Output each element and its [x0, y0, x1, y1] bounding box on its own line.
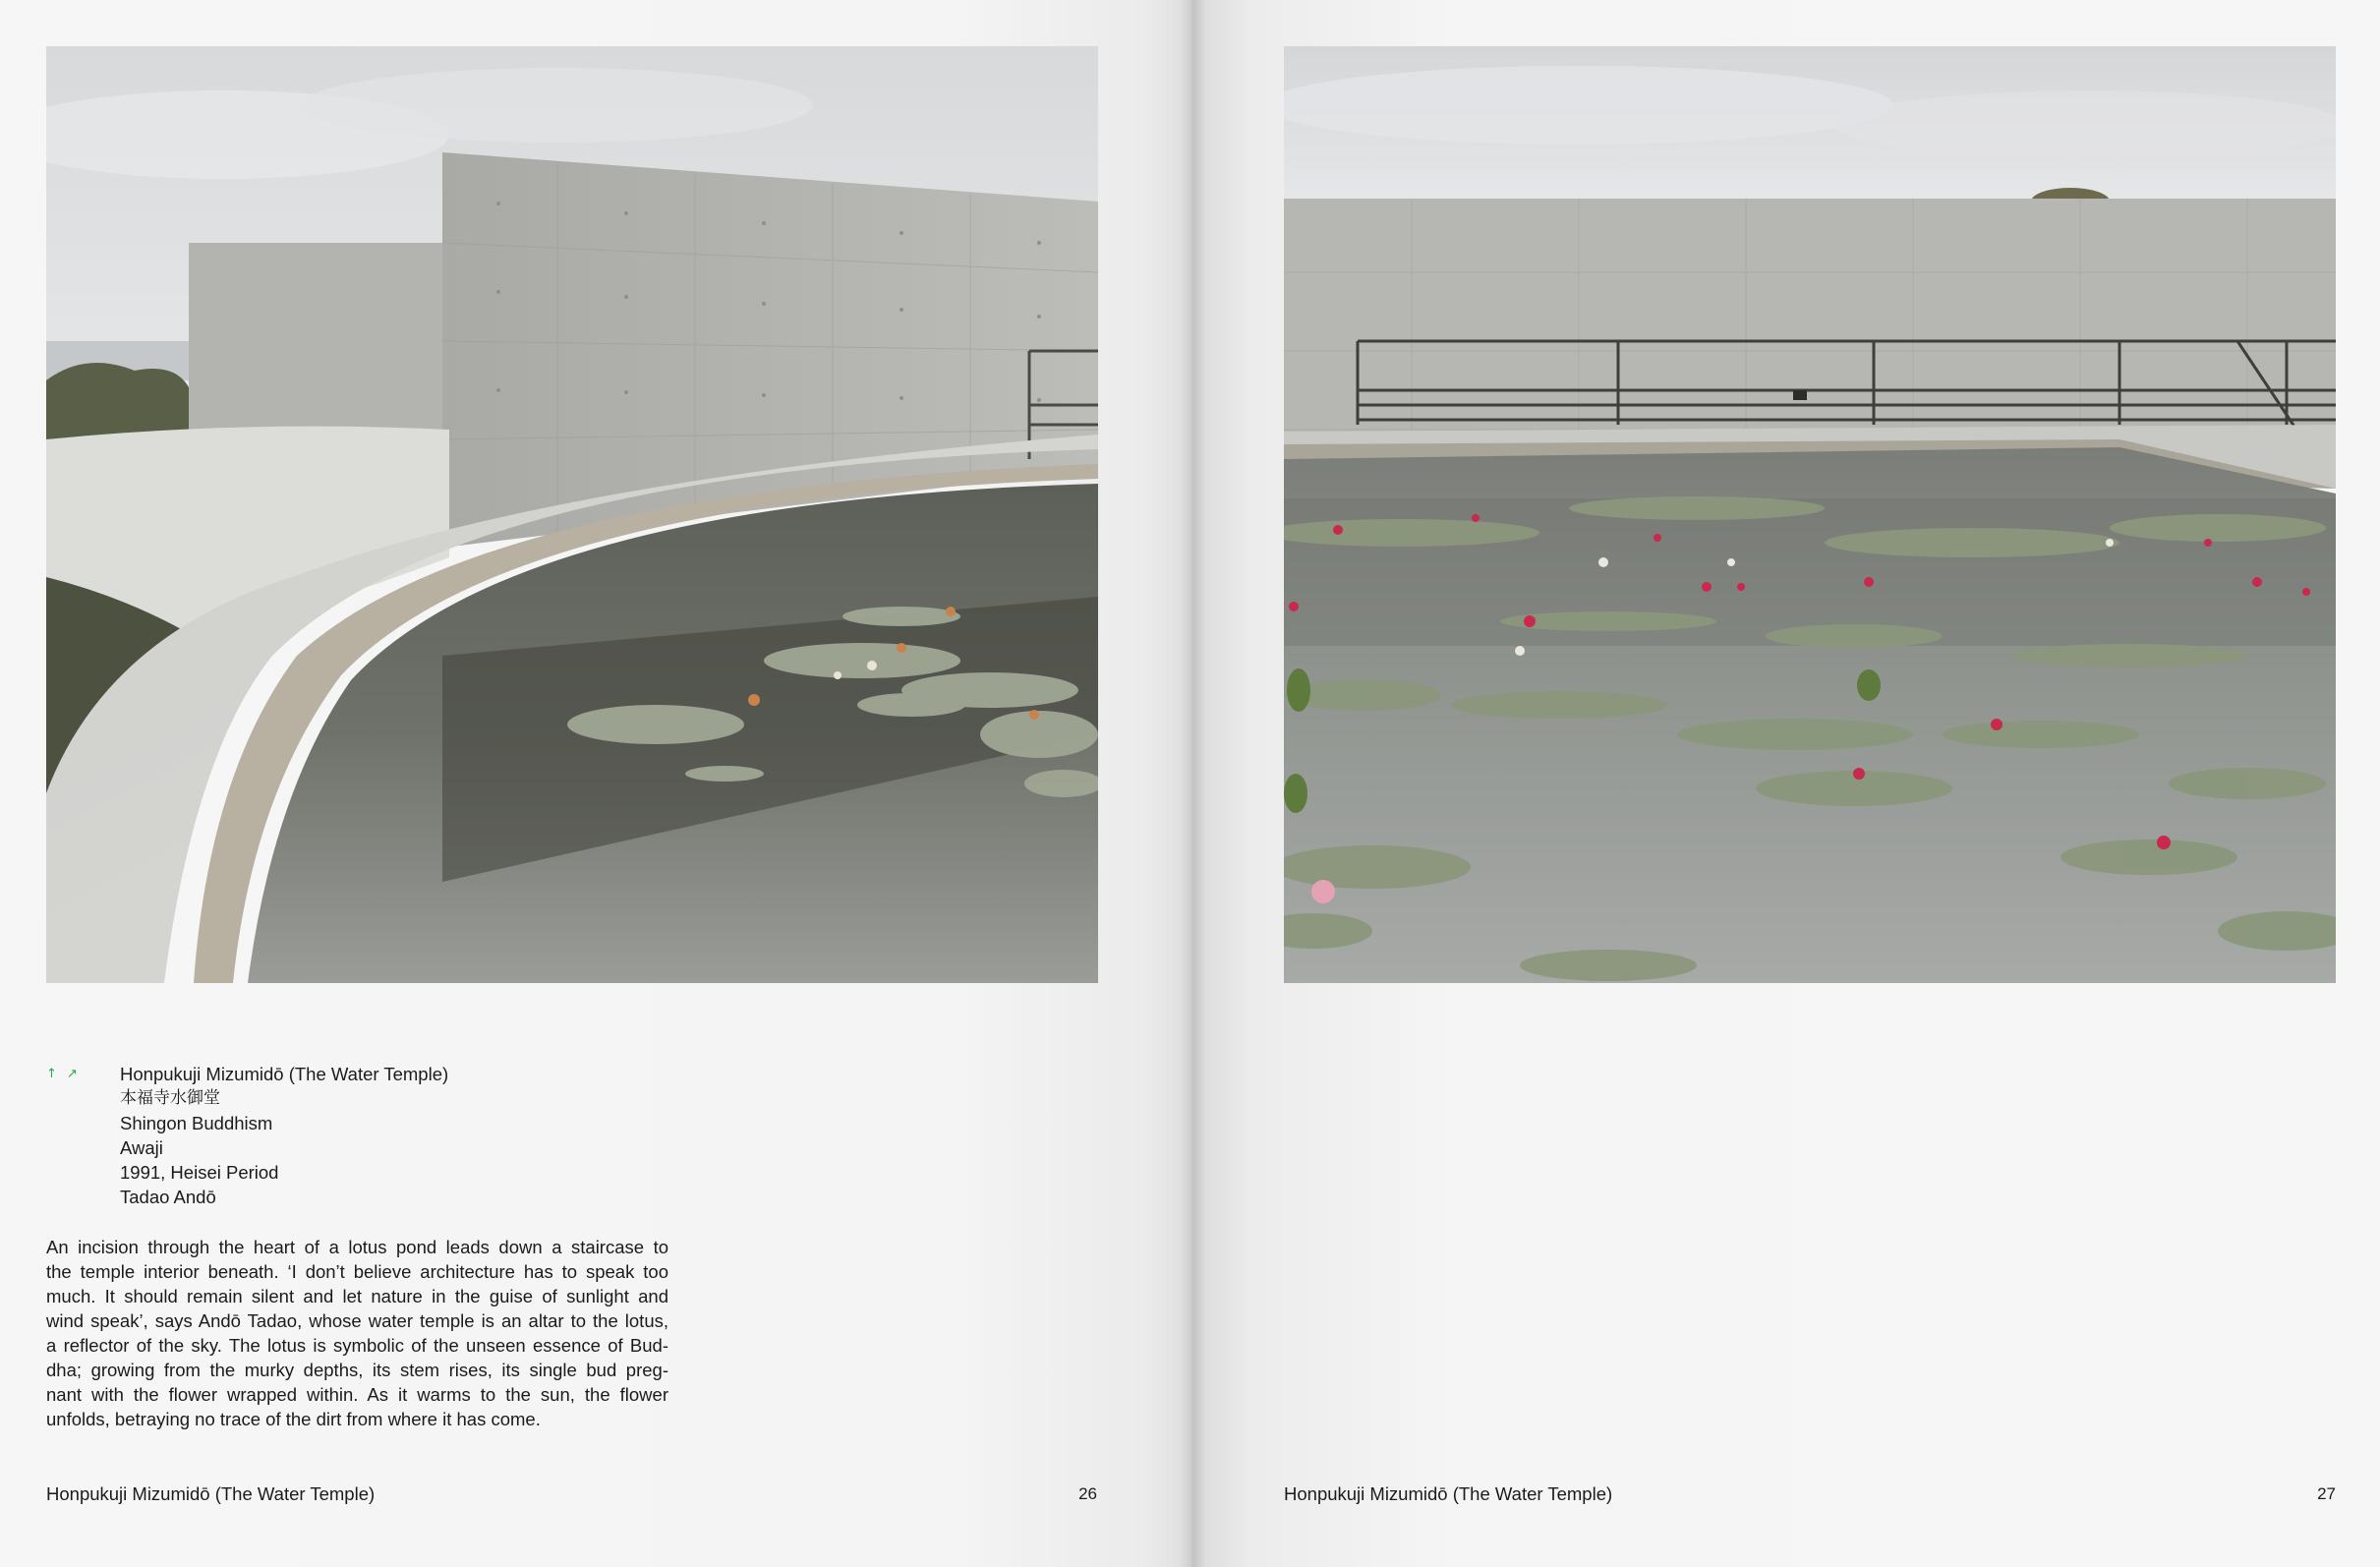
- body-line: wind speak’, says Andō Tadao, whose water temple is an altar to the lotus,: [46, 1310, 668, 1331]
- body-line: much. It should remain silent and let nature in the guise of sunlight and: [46, 1286, 668, 1306]
- caption-sect: Shingon Buddhism: [120, 1113, 273, 1133]
- body-line: dha; growing from the murky depths, its stem rises, its single bud preg-: [46, 1360, 668, 1380]
- caption-date: 1991, Heisei Period: [120, 1162, 279, 1183]
- photo-rectangular-lotus-pond: [1284, 46, 2336, 983]
- caption-lines: [120, 1062, 670, 1209]
- caption-temple-name: Honpukuji Mizumidō (The Water Temple): [120, 1064, 449, 1084]
- caption-location: Awaji: [120, 1137, 163, 1158]
- body-line: An incision through the heart of a lotus pond leads down a staircase to: [46, 1237, 668, 1257]
- book-gutter-shadow: [1180, 0, 1205, 1567]
- body-line: the temple interior beneath. ‘I don’t believe architecture has to speak too: [46, 1261, 668, 1282]
- page-number-right: 27: [2317, 1484, 2336, 1503]
- photo-curved-lotus-pond: [46, 46, 1098, 983]
- caption-japanese-name: 本福寺水御堂: [120, 1088, 220, 1108]
- body-line: nant with the flower wrapped within. As it warms to the sun, the flower: [46, 1384, 668, 1405]
- body-line: a reflector of the sky. The lotus is symbolic of the unseen essence of Bud-: [46, 1335, 668, 1356]
- body-paragraph: [46, 1235, 668, 1431]
- running-footer-left: Honpukuji Mizumidō (The Water Temple): [46, 1483, 376, 1504]
- caption-arrow-icon: ↑ ↗: [46, 1067, 81, 1081]
- caption-architect: Tadao Andō: [120, 1187, 216, 1207]
- page-number-left: 26: [1078, 1484, 1097, 1503]
- running-footer-right: Honpukuji Mizumidō (The Water Temple): [1284, 1483, 1613, 1504]
- body-line: unfolds, betraying no trace of the dirt from where it has come.: [46, 1409, 541, 1429]
